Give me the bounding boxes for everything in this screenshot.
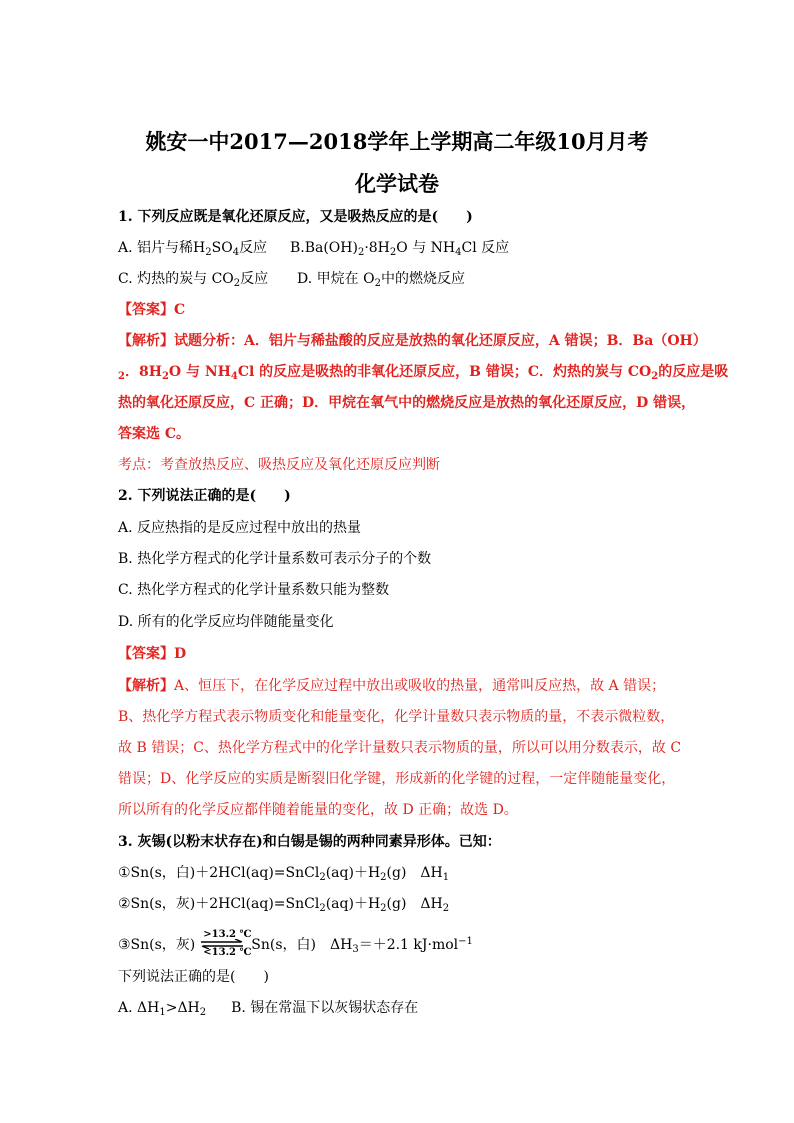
- q2-analysis-line3: 故 B 错误；C、热化学方程式中的化学计量数只表示物质的量，所以可以用分数表示，故 C: [118, 740, 682, 756]
- q2-analysis-line4: 错误；D、化学反应的实质是断裂旧化学键，形成新的化学键的过程，一定伴随能量变化，: [118, 771, 676, 787]
- q1-options-cd: C. 灼热的炭与 $CO_2$反应 D. 甲烷在 $O_2$中的燃烧反应: [118, 271, 465, 289]
- q1-options-ab: A. 铝片与稀$H_2SO_4$反应 $B.Ba(OH)_2\cdot 8H_2O$ 与 $NH_4Cl$ 反应: [118, 240, 510, 258]
- q2-answer: 【答案】D: [118, 646, 187, 662]
- equilibrium-arrow-icon: >13.2 ℃ <13.2 ℃: [203, 929, 252, 958]
- q3-option-a: A. $\Delta H_1>\Delta H_2$: [118, 1000, 207, 1018]
- q1-option-a: A. 铝片与稀: [118, 240, 194, 256]
- q3-prompt: 下列说法正确的是( ): [118, 969, 269, 985]
- exam-title: 姚安一中2017—2018学年上学期高二年级10月月考: [145, 129, 649, 154]
- q1-analysis-line1: 【解析】试题分析：A．铝片与稀盐酸的反应是放热的氧化还原反应，A 错误；B．Ba（OH）: [118, 333, 707, 349]
- q1-option-b: B.Ba(OH): [289, 240, 358, 256]
- q1-answer: 【答案】C: [118, 302, 186, 318]
- q1-analysis-line4: 答案选 C。: [118, 426, 191, 442]
- q3-equation-2: ②Sn(s，灰)$+2HCl(aq)=SnCl_2(aq)+H_2(g)$ $\Delta H_2$: [118, 896, 450, 914]
- q2-option-a: A. 反应热指的是反应过程中放出的热量: [118, 520, 362, 536]
- q3-equation-1: ①Sn(s，白)$+2HCl(aq)=SnCl_2(aq)+H_2(g)$ $\Delta H_1$: [118, 865, 450, 883]
- q3-option-b: B. 锡在常温下以灰锡状态存在: [231, 1000, 419, 1016]
- q2-analysis-line5: 所以所有的化学反应都伴随着能量的变化，故 D 正确；故选 D。: [118, 802, 518, 818]
- q3-stem: 3. 灰锡(以粉末状存在)和白锡是锡的两种同素异形体。已知：: [118, 834, 501, 850]
- q2-analysis-line1: 【解析】A、恒压下，在化学反应过程中放出或吸收的热量，通常叫反应热，故 A 错误；: [118, 678, 666, 694]
- q1-analysis-line3: 热的氧化还原反应，C 正确；D．甲烷在氧气中的燃烧反应是放热的氧化还原反应，D 错误，: [118, 395, 696, 411]
- q2-stem: 2. 下列说法正确的是( ): [118, 488, 291, 504]
- q2-option-d: D. 所有的化学反应均伴随能量变化: [118, 614, 334, 630]
- q3-equation-3: ③Sn(s，灰) >13.2 ℃ <13.2 ℃ Sn(s，白) $\Delta H_3=+2.1$ kJ·mol$^{-1}$: [118, 929, 473, 958]
- q2-analysis-line2: B、热化学方程式表示物质变化和能量变化，化学计量数只表示物质的量，不表示微粒数，: [118, 709, 675, 725]
- q1-kaodian: 考点：考查放热反应、吸热反应及氧化还原反应判断: [118, 457, 440, 473]
- q1-option-d: D. 甲烷在 O: [297, 271, 375, 287]
- exam-subtitle: 化学试卷: [355, 171, 439, 196]
- q3-options-ab: [118, 998, 678, 1023]
- q1-stem: 1. 下列反应既是氧化还原反应，又是吸热反应的是( ): [118, 209, 473, 225]
- q2-option-c: C. 热化学方程式的化学计量系数只能为整数: [118, 582, 390, 598]
- q1-analysis-line2: $_2$．$8H_2O$ 与 $NH_4Cl$ 的反应是吸热的非氧化还原反应，B 错误；C．灼热的炭与 $CO_2$的反应是吸: [118, 364, 729, 382]
- q1-option-c: C. 灼热的炭与 CO: [118, 271, 234, 287]
- q2-option-b: B. 热化学方程式的化学计量系数可表示分子的个数: [118, 551, 432, 567]
